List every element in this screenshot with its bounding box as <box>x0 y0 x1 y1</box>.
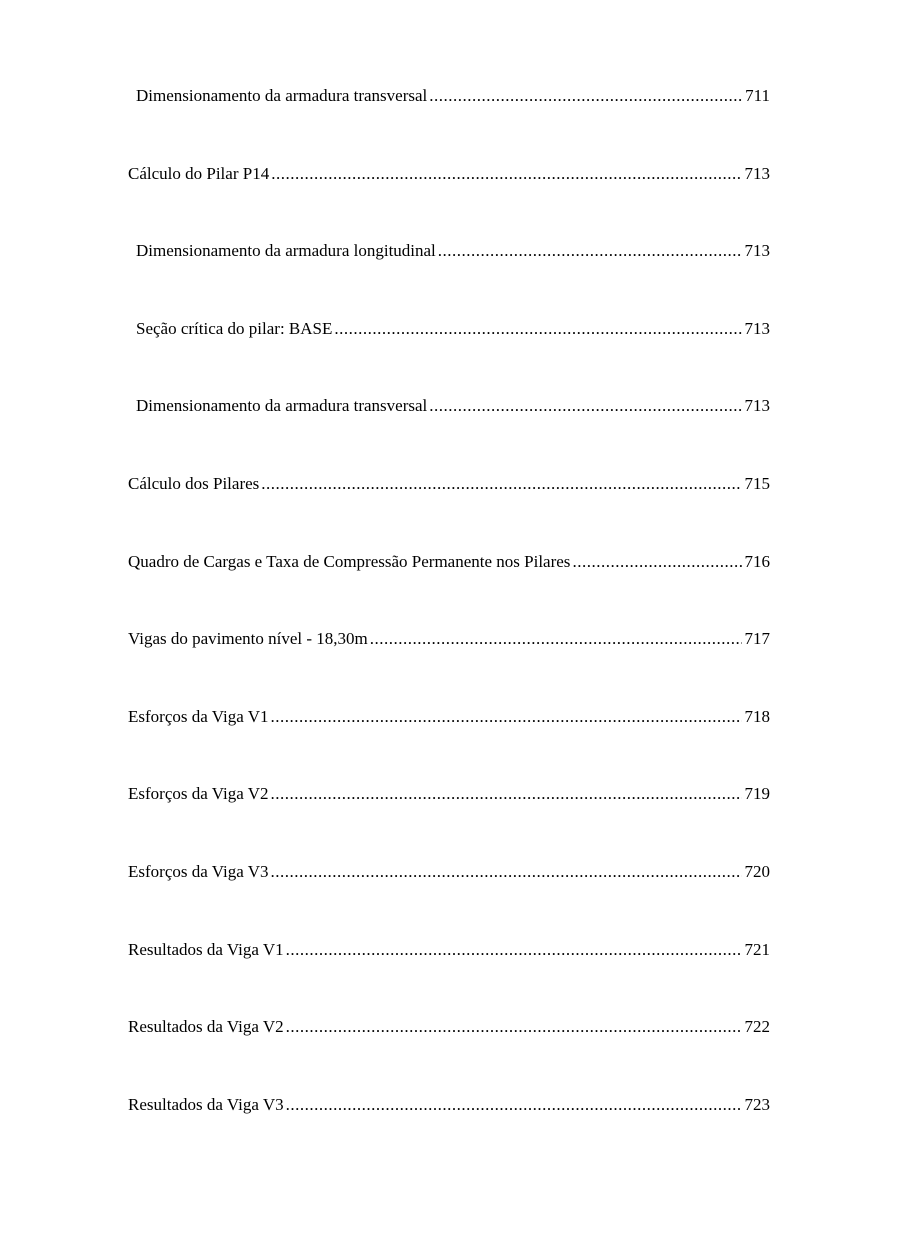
toc-leader-dots <box>270 705 741 729</box>
toc-entry-page: 713 <box>744 396 770 416</box>
toc-entry-page: 721 <box>744 939 770 959</box>
toc-entry-page: 713 <box>744 241 770 261</box>
toc-entry[interactable] <box>128 84 770 162</box>
toc-leader-dots <box>370 627 742 651</box>
toc-leader-dots <box>286 1015 742 1039</box>
toc-entry[interactable] <box>128 162 770 240</box>
toc-entry[interactable] <box>128 938 770 1016</box>
toc-entry-title: Seção crítica do pilar: BASE <box>136 318 333 338</box>
toc-entry-page: 716 <box>744 551 770 571</box>
toc-entry-page: 722 <box>744 1017 770 1037</box>
toc-leader-dots <box>286 1093 742 1117</box>
toc-leader-dots <box>270 782 741 806</box>
toc-entry[interactable] <box>128 317 770 395</box>
table-of-contents <box>128 84 770 1170</box>
toc-entry-title: Esforços da Viga V1 <box>128 706 269 726</box>
toc-leader-dots <box>429 394 741 418</box>
toc-entry[interactable] <box>128 860 770 938</box>
toc-leader-dots <box>429 84 742 108</box>
toc-leader-dots <box>438 239 742 263</box>
toc-entry-title: Quadro de Cargas e Taxa de Compressão Permanente nos Pilares <box>128 551 571 571</box>
toc-entry-title: Resultados da Viga V1 <box>128 939 284 959</box>
toc-entry-page: 713 <box>744 318 770 338</box>
toc-entry[interactable] <box>128 550 770 628</box>
toc-leader-dots <box>334 317 741 341</box>
toc-leader-dots <box>286 938 742 962</box>
toc-entry-title: Resultados da Viga V2 <box>128 1017 284 1037</box>
toc-entry-title: Resultados da Viga V3 <box>128 1094 284 1114</box>
toc-entry-page: 723 <box>744 1094 770 1114</box>
toc-entry[interactable] <box>128 1093 770 1171</box>
toc-entry[interactable] <box>128 627 770 705</box>
toc-leader-dots <box>572 550 741 574</box>
toc-entry-page: 715 <box>744 473 770 493</box>
toc-entry[interactable] <box>128 782 770 860</box>
toc-entry-page: 718 <box>744 706 770 726</box>
toc-entry-title: Dimensionamento da armadura transversal <box>136 396 428 416</box>
toc-leader-dots <box>261 472 741 496</box>
toc-entry-title: Esforços da Viga V3 <box>128 861 269 881</box>
toc-entry-page: 719 <box>744 784 770 804</box>
toc-entry-page: 717 <box>744 629 770 649</box>
toc-entry[interactable] <box>128 394 770 472</box>
toc-entry-title: Dimensionamento da armadura longitudinal <box>136 241 436 261</box>
toc-entry-page: 720 <box>744 861 770 881</box>
toc-entry-title: Cálculo dos Pilares <box>128 473 260 493</box>
toc-entry-title: Cálculo do Pilar P14 <box>128 163 270 183</box>
toc-entry-title: Esforços da Viga V2 <box>128 784 269 804</box>
toc-entry[interactable] <box>128 472 770 550</box>
toc-leader-dots <box>270 860 741 884</box>
toc-entry[interactable] <box>128 1015 770 1093</box>
toc-leader-dots <box>271 162 741 186</box>
toc-entry[interactable] <box>128 705 770 783</box>
toc-entry-title: Vigas do pavimento nível - 18,30m <box>128 629 368 649</box>
toc-entry-title: Dimensionamento da armadura transversal <box>136 86 428 105</box>
toc-entry[interactable] <box>128 239 770 317</box>
toc-entry-page: 713 <box>744 163 770 183</box>
toc-entry-page: 711 <box>745 86 770 105</box>
